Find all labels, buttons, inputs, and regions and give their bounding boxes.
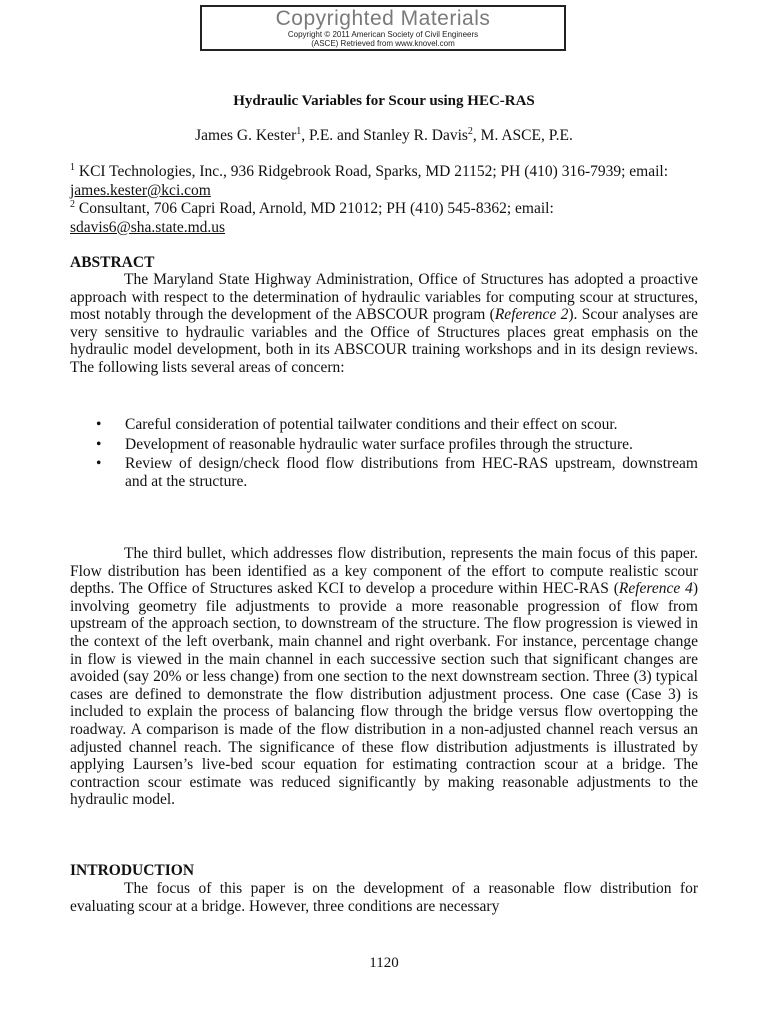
abstract-p2-text-a: The third bullet, which addresses flow distribution, represents the main focus of this paper. Flow distribution has been identified as a key component of the effort to compute realistic scour depths. The Office of Structures asked KCI to develop a procedure within HEC-RAS ( [70,545,698,598]
affiliation-2-text: Consultant, 706 Capri Road, Arnold, MD 21012; PH (410) 545-8362; email: [75,200,554,217]
affiliation-2-email-link[interactable]: sdavis6@sha.state.md.us [70,218,226,236]
bullet-icon: • [96,435,102,453]
introduction-paragraph-1: The focus of this paper is on the development of a reasonable flow distribution for evaluating scour at a bridge. However, three conditions are necessary [70,880,698,915]
author-2-superscript: 2 [467,125,473,137]
abstract-p1-text-b: ). Scour analyses are very sensitive to hydraulic variables and the Office of Structures places great emphasis on the hydraulic model development, both in its ABSCOUR training workshops and in its design reviews. The following lists several areas of concern: [70,306,698,376]
author-1-suffix: , P.E. and Stanley R. Davis [301,127,468,144]
list-item [96,416,698,434]
author-1-superscript: 1 [296,125,302,137]
list-item-text: Careful consideration of potential tailwater conditions and their effect on scour. [125,416,618,433]
banner-copyright-line: Copyright © 2011 American Society of Civil Engineers [287,30,479,39]
list-item [96,436,698,454]
affiliation-2-superscript: 2 [70,198,75,210]
author-line [0,127,768,145]
introduction-heading: INTRODUCTION [70,862,195,879]
abstract-p2-reference: Reference 4 [618,580,693,598]
abstract-p1-reference: Reference 2 [494,306,569,324]
list-item-text: Review of design/check flood flow distributions from HEC-RAS upstream, downstream and at the structure. [125,455,698,490]
affiliation-1-superscript: 1 [70,161,75,173]
page-number: 1120 [369,955,399,971]
author-1-name: James G. Kester [195,127,297,144]
concerns-list [96,416,698,492]
affiliation-1-text: KCI Technologies, Inc., 936 Ridgebrook Road, Sparks, MD 21152; PH (410) 316-7939; email: [75,163,669,180]
banner-title: Copyrighted Materials [275,7,491,30]
abstract-heading: ABSTRACT [70,254,155,271]
list-item [96,455,698,490]
abstract-p1-text-a: The Maryland State Highway Administration, Office of Structures has adopted a proactive approach with respect to the determination of hydraulic variables for computing scour at structures, most notably through the development of the ABSCOUR program ( [70,271,698,324]
banner-source-line: (ASCE) Retrieved from www.knovel.com [311,39,455,48]
list-item-text: Development of reasonable hydraulic water surface profiles through the structure. [125,435,633,453]
abstract-p2-text-b: ) involving geometry file adjustments to provide a more reasonable progression of flow from upstream of the approach section, to downstream of the structure. The flow progression is viewed in the context of the left overbank, main channel and right overbank. For instance, percentage change in flow is viewed in the main channel in each successive section such that significant changes are avoided (say 20% or less change) from one section to the next downstream section. Three (3) typical cases are defined to demonstrate the flow distribution adjustment process. One case (Case 3) is included to explain the process of balancing flow through the bridge versus flow overtopping the roadway. A comparison is made of the flow distribution in a non-adjusted channel reach versus an adjusted channel reach. The significance of these flow distribution adjustments is illustrated by applying Laursen’s live-bed scour equation for estimating contraction scour at a bridge. The contraction scour estimate was reduced significantly by making reasonable adjustments to the hydraulic model. [70,580,698,809]
abstract-paragraph-1 [70,271,698,377]
copyright-banner [200,5,566,51]
affiliation-1 [70,163,698,200]
bullet-icon: • [96,455,102,473]
paper-title: Hydraulic Variables for Scour using HEC-RAS [233,93,535,109]
affiliation-1-email-link[interactable]: james.kester@kci.com [70,181,211,199]
abstract-paragraph-2 [70,545,698,809]
author-2-suffix: , M. ASCE, P.E. [472,127,573,144]
affiliation-2 [70,200,698,237]
bullet-icon: • [96,416,102,433]
